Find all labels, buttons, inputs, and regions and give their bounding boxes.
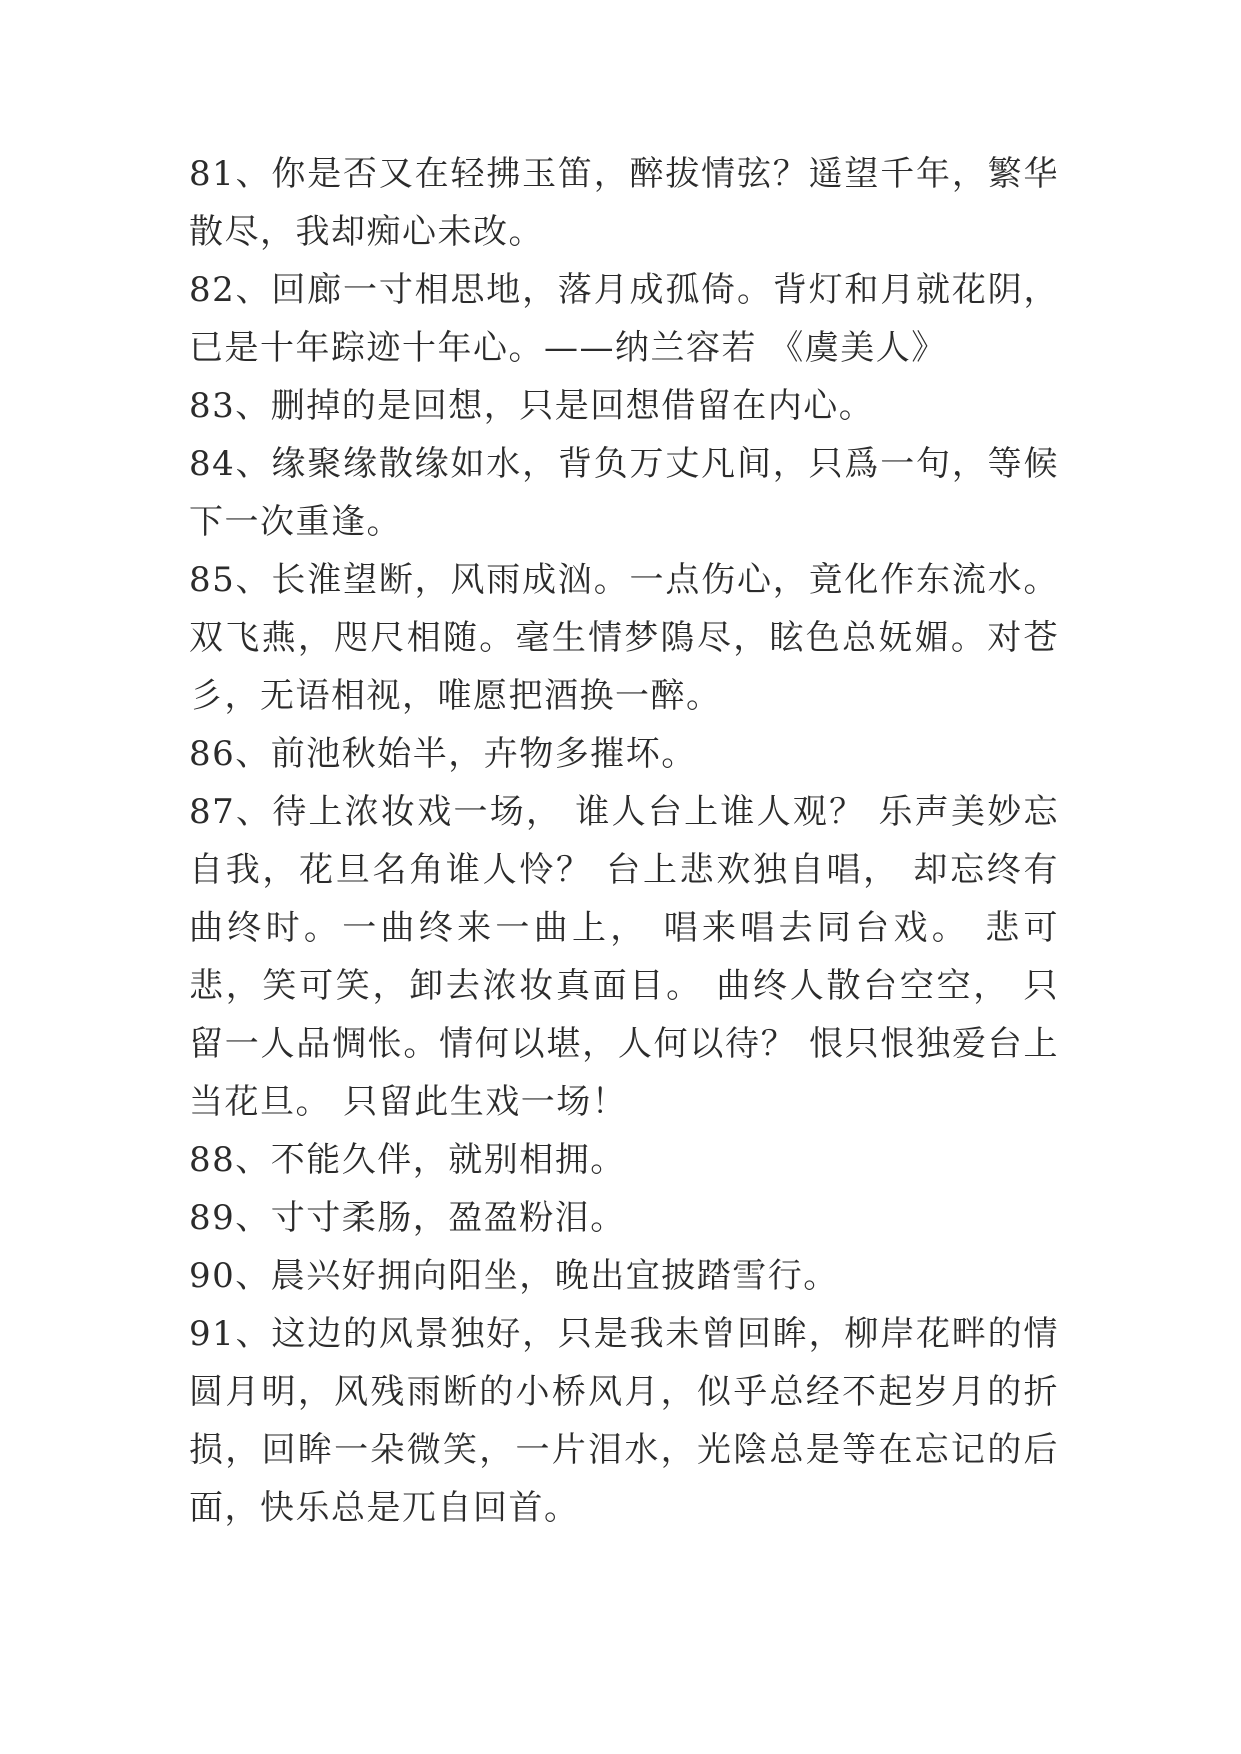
quote-86: 86、前池秋始半，卉物多摧坏。: [189, 734, 697, 774]
quote-91: 91、这边的风景独好，只是我未曾回眸，柳岸花畔的情圆月明，风残雨断的小桥风月，似乎总经不起岁月的折损，回眸一朵微笑，一片泪水，光陰总是等在忘记的后面，快乐总是兀自回首。: [189, 1314, 1059, 1528]
quote-87: 87、待上浓妆戏一场， 谁人台上谁人观？ 乐声美妙忘自我，花旦名角谁人怜？ 台上悲欢独自唱， 却忘终有曲终时。一曲终来一曲上， 唱来唱去同台戏。 悲可悲，笑可笑，卸去浓妆真面目。 曲终人散台空空， 只留一人品惆怅。情何以堪，人何以待？ 恨只恨独爱台上当花旦。 只留此生戏一场！: [189, 792, 1059, 1122]
quote-84: 84、缘聚缘散缘如水，背负万丈凡间，只爲一句，等候下一次重逢。: [189, 444, 1059, 542]
quote-85: 85、长淮望断，风雨成汹。一点伤心，竟化作东流水。双飞燕，咫尺相随。毫生情梦隝尽，眩色总妩媚。对苍彡，无语相视，唯愿把酒换一醉。: [189, 560, 1059, 716]
document-body: [189, 145, 1059, 1537]
quote-81: 81、你是否又在轻拂玉笛，醉拔情弦？遥望千年，繁华散尽，我却痴心未改。: [189, 154, 1059, 252]
quote-89: 89、寸寸柔肠，盈盈粉泪。: [189, 1198, 626, 1238]
quote-83: 83、删掉的是回想，只是回想借留在内心。: [189, 386, 875, 426]
quote-88: 88、不能久伴，就别相拥。: [189, 1140, 626, 1180]
quote-82: 82、回廊一寸相思地，落月成孤倚。背灯和月就花阴，已是十年踪迹十年心。——纳兰容若 《虞美人》: [189, 270, 1059, 368]
quote-90: 90、晨兴好拥向阳坐，晚出宜披踏雪行。: [189, 1256, 839, 1296]
